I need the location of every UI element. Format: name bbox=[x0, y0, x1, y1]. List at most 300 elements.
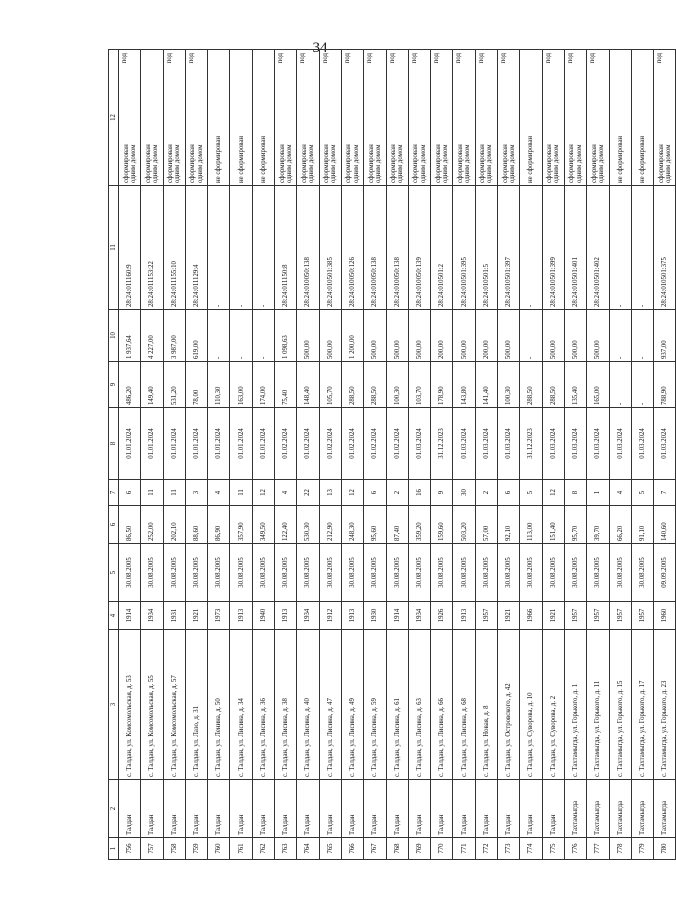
cell-addr: с. Талдан, ул. Лисина, д. 47 bbox=[319, 630, 341, 780]
cell-d8: 01.03.2024 bbox=[631, 408, 653, 480]
cell-loc: Тахтамыгда bbox=[654, 780, 676, 838]
status-s1: сформирован bbox=[479, 144, 487, 183]
cell-v9: 143,80 bbox=[453, 362, 475, 408]
cell-n: 768 bbox=[386, 838, 408, 860]
cell-loc: Талдан bbox=[275, 780, 297, 838]
cell-n: 767 bbox=[364, 838, 386, 860]
column-header: 11 bbox=[109, 186, 119, 310]
cell-cnt: 13 bbox=[319, 480, 341, 506]
status-s3: под bbox=[165, 53, 173, 64]
cell-area: 86,90 bbox=[208, 506, 230, 544]
cell-d8: 01.01.2024 bbox=[208, 408, 230, 480]
cell-v10: 500,00 bbox=[564, 310, 586, 362]
cell-date: 30.08.2005 bbox=[341, 544, 363, 602]
table-row bbox=[498, 50, 520, 860]
cell-v9: - bbox=[631, 362, 653, 408]
cell-v10: 1 200,00 bbox=[341, 310, 363, 362]
table-body bbox=[119, 50, 676, 860]
cell-cnt: 7 bbox=[654, 480, 676, 506]
cell-loc: Талдан bbox=[185, 780, 207, 838]
cell-d8: 01.02.2024 bbox=[341, 408, 363, 480]
cell-year: 1934 bbox=[408, 602, 430, 630]
cell-year: 1973 bbox=[208, 602, 230, 630]
cell-v9: 288,50 bbox=[341, 362, 363, 408]
cell-v9: 288,50 bbox=[520, 362, 542, 408]
cell-year: 1957 bbox=[564, 602, 586, 630]
cell-v10: 500,00 bbox=[542, 310, 564, 362]
cell-cad: - bbox=[230, 186, 252, 310]
cell-cnt: 12 bbox=[341, 480, 363, 506]
cell-cnt: 16 bbox=[408, 480, 430, 506]
cell-date: 30.08.2005 bbox=[498, 544, 520, 602]
cell-area: 140,60 bbox=[654, 506, 676, 544]
cell-n: 756 bbox=[119, 838, 141, 860]
cell-cnt: 2 bbox=[386, 480, 408, 506]
cell-v10: 500,00 bbox=[453, 310, 475, 362]
cell-area: 252,00 bbox=[141, 506, 163, 544]
cell-year: 1926 bbox=[431, 602, 453, 630]
cell-area: 87,40 bbox=[386, 506, 408, 544]
cell-year: 1913 bbox=[275, 602, 297, 630]
column-header: 7 bbox=[109, 480, 119, 506]
cell-status bbox=[564, 50, 586, 186]
cell-cad: 28:24:010501:395 bbox=[453, 186, 475, 310]
cell-addr: с. Талдан, ул. Лисина, д. 66 bbox=[431, 630, 453, 780]
status-s3: под bbox=[656, 53, 664, 64]
status-s1: не сформирован bbox=[527, 135, 535, 183]
cell-v9: 288,50 bbox=[364, 362, 386, 408]
cell-cad: 28:24:010501:5 bbox=[475, 186, 497, 310]
cell-cad: 28:24:010501:2 bbox=[431, 186, 453, 310]
cell-loc: Талдан bbox=[297, 780, 319, 838]
cell-status bbox=[119, 50, 141, 186]
cell-year: 1966 bbox=[520, 602, 542, 630]
cell-d8: 31.12.2023 bbox=[520, 408, 542, 480]
cell-addr: с. Талдан, ул. Ленина, д. 50 bbox=[208, 630, 230, 780]
cell-v9: 531,20 bbox=[163, 362, 185, 408]
status-s2: одним домом bbox=[553, 144, 561, 183]
table-row bbox=[230, 50, 252, 860]
cell-d8: 01.03.2024 bbox=[609, 408, 631, 480]
cell-n: 763 bbox=[275, 838, 297, 860]
cell-addr: с. Талдан, ул. Лисина, д. 38 bbox=[275, 630, 297, 780]
cell-cnt: 30 bbox=[453, 480, 475, 506]
status-s1: сформирован bbox=[568, 144, 576, 183]
cell-d8: 01.02.2024 bbox=[319, 408, 341, 480]
cell-status bbox=[208, 50, 230, 186]
status-s3: под bbox=[299, 53, 307, 64]
cell-cnt: 3 bbox=[185, 480, 207, 506]
cell-d8: 01.03.2024 bbox=[475, 408, 497, 480]
status-s1: сформирован bbox=[323, 144, 331, 183]
cell-v9: 486,20 bbox=[119, 362, 141, 408]
cell-area: 113,00 bbox=[520, 506, 542, 544]
status-s1: сформирован bbox=[456, 144, 464, 183]
cell-year: 1913 bbox=[341, 602, 363, 630]
cell-loc: Талдан bbox=[386, 780, 408, 838]
cell-addr: с. Тахтамыгда, ул. Горького, д. 11 bbox=[587, 630, 609, 780]
cell-addr: с. Талдан, ул. Лисина, д. 40 bbox=[297, 630, 319, 780]
cell-n: 765 bbox=[319, 838, 341, 860]
cell-cad: 28:24:010050:126 bbox=[341, 186, 363, 310]
cell-status bbox=[542, 50, 564, 186]
status-s3: под bbox=[477, 53, 485, 64]
cell-loc: Талдан bbox=[475, 780, 497, 838]
cell-loc: Талдан bbox=[431, 780, 453, 838]
cell-v10: 500,00 bbox=[297, 310, 319, 362]
cell-loc: Талдан bbox=[319, 780, 341, 838]
cell-v10: - bbox=[230, 310, 252, 362]
cell-n: 769 bbox=[408, 838, 430, 860]
cell-area: 212,90 bbox=[319, 506, 341, 544]
cell-area: 57,00 bbox=[475, 506, 497, 544]
cell-date: 30.08.2005 bbox=[564, 544, 586, 602]
status-s1: сформирован bbox=[144, 144, 152, 183]
cell-v9: 103,70 bbox=[408, 362, 430, 408]
cell-loc: Талдан bbox=[208, 780, 230, 838]
status-s3: под bbox=[566, 53, 574, 64]
page-number: 34 bbox=[312, 40, 328, 56]
cell-d8: 01.02.2024 bbox=[275, 408, 297, 480]
cell-v10: 4 227,00 bbox=[141, 310, 163, 362]
cell-status bbox=[252, 50, 274, 186]
cell-v10: 500,00 bbox=[498, 310, 520, 362]
cell-addr: с. Талдан, ул. Лисина, д. 63 bbox=[408, 630, 430, 780]
column-header: 8 bbox=[109, 408, 119, 480]
table-row bbox=[119, 50, 141, 860]
cell-d8: 01.03.2024 bbox=[498, 408, 520, 480]
status-s2: одним домом bbox=[575, 144, 583, 183]
status-s2: одним домом bbox=[664, 144, 672, 183]
cell-v9: 788,90 bbox=[654, 362, 676, 408]
cell-cad: 28:24:011150:8 bbox=[275, 186, 297, 310]
cell-area: 122,40 bbox=[275, 506, 297, 544]
cell-area: 95,60 bbox=[364, 506, 386, 544]
status-s1: не сформирован bbox=[237, 135, 245, 183]
status-s1: сформирован bbox=[345, 144, 353, 183]
column-header: 3 bbox=[109, 630, 119, 780]
table-row bbox=[654, 50, 676, 860]
cell-n: 762 bbox=[252, 838, 274, 860]
cell-date: 30.08.2005 bbox=[609, 544, 631, 602]
cell-d8: 01.03.2024 bbox=[564, 408, 586, 480]
status-s3: под bbox=[500, 53, 508, 64]
cell-v10: - bbox=[252, 310, 274, 362]
status-s1: сформирован bbox=[300, 144, 308, 183]
status-s1: сформирован bbox=[189, 144, 197, 183]
cell-status bbox=[386, 50, 408, 186]
cell-year: 1930 bbox=[364, 602, 386, 630]
cell-v10: 500,00 bbox=[408, 310, 430, 362]
cell-d8: 01.01.2024 bbox=[252, 408, 274, 480]
cell-loc: Талдан bbox=[119, 780, 141, 838]
rotated-table-container bbox=[108, 50, 672, 860]
cell-year: 1912 bbox=[319, 602, 341, 630]
cell-year: 1957 bbox=[609, 602, 631, 630]
cell-year: 1913 bbox=[230, 602, 252, 630]
status-s3: под bbox=[455, 53, 463, 64]
cell-year: 1960 bbox=[654, 602, 676, 630]
cell-v9: 78,00 bbox=[185, 362, 207, 408]
cell-n: 766 bbox=[341, 838, 363, 860]
cell-date: 30.08.2005 bbox=[163, 544, 185, 602]
cell-cad: 28:24:011129:4 bbox=[185, 186, 207, 310]
cell-addr: с. Талдан, ул. Лазо, д. 31 bbox=[185, 630, 207, 780]
cell-d8: 01.01.2024 bbox=[119, 408, 141, 480]
cell-d8: 01.01.2024 bbox=[163, 408, 185, 480]
cell-v10: 937,00 bbox=[654, 310, 676, 362]
cell-date: 30.08.2005 bbox=[185, 544, 207, 602]
cell-year: 1921 bbox=[542, 602, 564, 630]
status-s3: под bbox=[187, 53, 195, 64]
status-s2: одним домом bbox=[352, 144, 360, 183]
cell-status bbox=[654, 50, 676, 186]
cell-area: 503,20 bbox=[453, 506, 475, 544]
cell-area: 530,30 bbox=[297, 506, 319, 544]
cell-n: 771 bbox=[453, 838, 475, 860]
status-s1: сформирован bbox=[546, 144, 554, 183]
cell-addr: с. Талдан, ул. Комсомольская, д. 55 bbox=[141, 630, 163, 780]
cell-cnt: 12 bbox=[252, 480, 274, 506]
cell-date: 30.08.2005 bbox=[386, 544, 408, 602]
cell-cnt: 11 bbox=[141, 480, 163, 506]
cell-loc: Талдан bbox=[408, 780, 430, 838]
cell-year: 1940 bbox=[252, 602, 274, 630]
cell-v9: 178,90 bbox=[431, 362, 453, 408]
cell-date: 30.08.2005 bbox=[631, 544, 653, 602]
cell-d8: 01.02.2024 bbox=[297, 408, 319, 480]
column-header: 1 bbox=[109, 838, 119, 860]
status-s2: одним домом bbox=[597, 144, 605, 183]
status-s1: сформирован bbox=[412, 144, 420, 183]
cell-year: 1921 bbox=[185, 602, 207, 630]
cell-d8: 31.12.2023 bbox=[431, 408, 453, 480]
status-s2: одним домом bbox=[129, 144, 137, 183]
cell-status bbox=[408, 50, 430, 186]
table-row bbox=[319, 50, 341, 860]
cell-v9: 75,40 bbox=[275, 362, 297, 408]
cell-cnt: 5 bbox=[520, 480, 542, 506]
cell-n: 761 bbox=[230, 838, 252, 860]
cell-cad: - bbox=[520, 186, 542, 310]
cell-status bbox=[609, 50, 631, 186]
cell-status bbox=[475, 50, 497, 186]
table-row bbox=[364, 50, 386, 860]
table-row bbox=[408, 50, 430, 860]
cell-addr: с. Талдан, ул. Комсомольская, д. 53 bbox=[119, 630, 141, 780]
status-s3: под bbox=[321, 53, 329, 64]
cell-d8: 01.03.2024 bbox=[453, 408, 475, 480]
status-s3: под bbox=[277, 53, 285, 64]
cell-cad: 28:24:010501:399 bbox=[542, 186, 564, 310]
table-row bbox=[520, 50, 542, 860]
cell-cnt: 1 bbox=[587, 480, 609, 506]
cell-date: 30.08.2005 bbox=[431, 544, 453, 602]
cell-addr: с. Талдан, ул. Лисина, д. 61 bbox=[386, 630, 408, 780]
cell-area: 92,10 bbox=[498, 506, 520, 544]
status-s3: под bbox=[433, 53, 441, 64]
status-s1: сформирован bbox=[167, 144, 175, 183]
table-row bbox=[275, 50, 297, 860]
cell-status bbox=[587, 50, 609, 186]
cell-date: 09.09.2005 bbox=[654, 544, 676, 602]
cell-date: 30.08.2005 bbox=[297, 544, 319, 602]
cell-year: 1913 bbox=[453, 602, 475, 630]
cell-addr: с. Тахтамыгда, ул. Горького, д. 23 bbox=[654, 630, 676, 780]
status-s3: под bbox=[121, 53, 128, 64]
cell-n: 757 bbox=[141, 838, 163, 860]
cell-addr: с. Талдан, ул. Лисина, д. 59 bbox=[364, 630, 386, 780]
cell-n: 760 bbox=[208, 838, 230, 860]
cell-addr: с. Тахтамыгда, ул. Горького, д. 15 bbox=[609, 630, 631, 780]
cell-area: 66,20 bbox=[609, 506, 631, 544]
table-row bbox=[297, 50, 319, 860]
status-s2: одним домом bbox=[330, 144, 338, 183]
cell-addr: с. Талдан, ул. Новая, д. 8 bbox=[475, 630, 497, 780]
cell-loc: Тахтамыгда bbox=[564, 780, 586, 838]
cell-cad: 28:24:010501:385 bbox=[319, 186, 341, 310]
cell-d8: 01.02.2024 bbox=[364, 408, 386, 480]
cell-cnt: 5 bbox=[631, 480, 653, 506]
status-s1: сформирован bbox=[434, 144, 442, 183]
cell-year: 1957 bbox=[475, 602, 497, 630]
cell-cad: 28:24:011155:10 bbox=[163, 186, 185, 310]
cell-area: 88,60 bbox=[185, 506, 207, 544]
housing-registry-table bbox=[108, 49, 676, 860]
status-s2: одним домом bbox=[464, 144, 472, 183]
status-s2: одним домом bbox=[397, 144, 405, 183]
status-s2: одним домом bbox=[285, 144, 293, 183]
cell-loc: Тахтамыгда bbox=[631, 780, 653, 838]
status-s2: одним домом bbox=[419, 144, 427, 183]
cell-cad: 28:24:010501:401 bbox=[564, 186, 586, 310]
cell-cnt: 11 bbox=[230, 480, 252, 506]
cell-cnt: 2 bbox=[475, 480, 497, 506]
cell-status bbox=[185, 50, 207, 186]
status-s3: под bbox=[366, 53, 374, 64]
cell-cad: - bbox=[252, 186, 274, 310]
cell-addr: с. Талдан, ул. Комсомольская, д. 57 bbox=[163, 630, 185, 780]
table-row bbox=[252, 50, 274, 860]
cell-addr: с. Талдан, ул. Лисина, д. 49 bbox=[341, 630, 363, 780]
cell-area: 159,60 bbox=[431, 506, 453, 544]
column-header: 6 bbox=[109, 506, 119, 544]
cell-date: 30.08.2005 bbox=[252, 544, 274, 602]
cell-v10: 200,00 bbox=[431, 310, 453, 362]
cell-area: 248,30 bbox=[341, 506, 363, 544]
cell-year: 1957 bbox=[587, 602, 609, 630]
status-s1: сформирован bbox=[367, 144, 375, 183]
cell-loc: Талдан bbox=[542, 780, 564, 838]
status-s2: одним домом bbox=[374, 144, 382, 183]
cell-addr: с. Тахтамыгда, ул. Горького, д. 17 bbox=[631, 630, 653, 780]
cell-date: 30.08.2005 bbox=[587, 544, 609, 602]
cell-addr: с. Талдан, ул. Лисина, д. 34 bbox=[230, 630, 252, 780]
status-s1: сформирован bbox=[390, 144, 398, 183]
column-header: 2 bbox=[109, 780, 119, 838]
cell-v9: 148,40 bbox=[297, 362, 319, 408]
cell-area: 202,10 bbox=[163, 506, 185, 544]
cell-n: 779 bbox=[631, 838, 653, 860]
cell-loc: Талдан bbox=[141, 780, 163, 838]
cell-area: 39,70 bbox=[587, 506, 609, 544]
cell-status bbox=[275, 50, 297, 186]
cell-cnt: 12 bbox=[542, 480, 564, 506]
cell-cnt: 6 bbox=[364, 480, 386, 506]
cell-status bbox=[431, 50, 453, 186]
table-row bbox=[609, 50, 631, 860]
cell-v9: 165,00 bbox=[587, 362, 609, 408]
table-row bbox=[587, 50, 609, 860]
status-s3: под bbox=[544, 53, 552, 64]
cell-loc: Талдан bbox=[520, 780, 542, 838]
cell-date: 30.08.2005 bbox=[364, 544, 386, 602]
cell-loc: Талдан bbox=[163, 780, 185, 838]
column-header: 9 bbox=[109, 362, 119, 408]
cell-status bbox=[520, 50, 542, 186]
cell-loc: Талдан bbox=[341, 780, 363, 838]
cell-cad: 28:24:011160:9 bbox=[119, 186, 141, 310]
cell-date: 30.08.2005 bbox=[520, 544, 542, 602]
cell-cnt: 9 bbox=[431, 480, 453, 506]
cell-cad: - bbox=[631, 186, 653, 310]
cell-addr: с. Тахтамыгда, ул. Горького, д. 1 bbox=[564, 630, 586, 780]
table-row bbox=[208, 50, 230, 860]
cell-loc: Тахтамыгда bbox=[587, 780, 609, 838]
column-header: 10 bbox=[109, 310, 119, 362]
cell-cnt: 4 bbox=[208, 480, 230, 506]
cell-n: 780 bbox=[654, 838, 676, 860]
cell-cad: - bbox=[609, 186, 631, 310]
header-row bbox=[109, 50, 119, 860]
column-header: 4 bbox=[109, 602, 119, 630]
cell-n: 772 bbox=[475, 838, 497, 860]
cell-n: 773 bbox=[498, 838, 520, 860]
table-row bbox=[453, 50, 475, 860]
status-s3: под bbox=[343, 53, 351, 64]
cell-v10: 1 937,64 bbox=[119, 310, 141, 362]
cell-cad: 28:24:010050:138 bbox=[386, 186, 408, 310]
status-s1: сформирован bbox=[657, 144, 665, 183]
cell-addr: с. Талдан, ул. Суворова, д. 2 bbox=[542, 630, 564, 780]
cell-cnt: 4 bbox=[609, 480, 631, 506]
cell-cnt: 4 bbox=[275, 480, 297, 506]
cell-status bbox=[631, 50, 653, 186]
cell-date: 30.08.2005 bbox=[453, 544, 475, 602]
status-s2: одним домом bbox=[441, 144, 449, 183]
cell-v9: 100,30 bbox=[386, 362, 408, 408]
cell-n: 758 bbox=[163, 838, 185, 860]
cell-status bbox=[364, 50, 386, 186]
cell-status bbox=[141, 50, 163, 186]
table-row bbox=[386, 50, 408, 860]
cell-v9: 174,00 bbox=[252, 362, 274, 408]
cell-status bbox=[163, 50, 185, 186]
cell-date: 30.08.2005 bbox=[408, 544, 430, 602]
status-s1: сформирован bbox=[278, 144, 286, 183]
cell-v10: 200,00 bbox=[475, 310, 497, 362]
cell-year: 1934 bbox=[141, 602, 163, 630]
cell-cad: 28:24:010501:397 bbox=[498, 186, 520, 310]
cell-area: 86,50 bbox=[119, 506, 141, 544]
status-s2: одним домом bbox=[196, 144, 204, 183]
cell-addr: с. Талдан, ул. Суворова, д. 10 bbox=[520, 630, 542, 780]
status-s1: не сформирован bbox=[215, 135, 223, 183]
cell-n: 759 bbox=[185, 838, 207, 860]
cell-cad: 28:24:010501:402 bbox=[587, 186, 609, 310]
cell-status bbox=[230, 50, 252, 186]
cell-date: 30.08.2005 bbox=[141, 544, 163, 602]
